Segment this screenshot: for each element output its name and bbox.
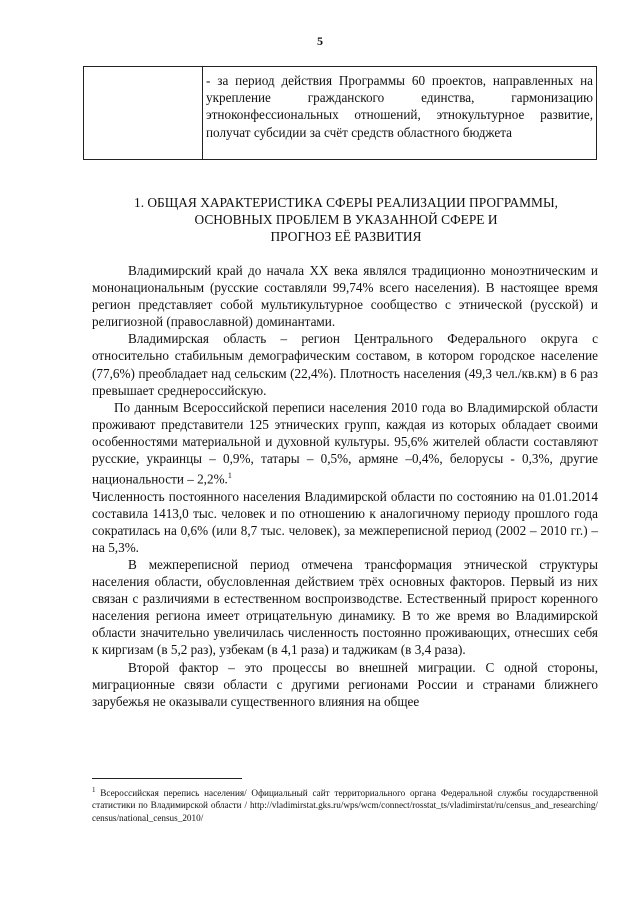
- paragraph-4: Численность постоянного населения Владимирской области по состоянию на 01.01.2014 составила 1413,0 тыс. человек и по отношению к аналогичному периоду прошлого года сократилась на 0,6% (или 8,7 тыс. человек), за межпереписной период (2002 – 2010 гг.) – на 5,3%.: [92, 488, 598, 555]
- table-right-cell: - за период действия Программы 60 проектов, направленных на укрепление гражданского единства, гармонизацию этноконфессиональных отношений, этнокультурное развитие, получат субсидии за счёт средств областного бюджета: [206, 73, 593, 140]
- section-title-line-3: ПРОГНОЗ ЕЁ РАЗВИТИЯ: [270, 229, 422, 244]
- paragraph-3-text: По данным Всероссийской переписи населения 2010 года во Владимирской области проживают представители 125 этнических групп, каждая из которых обладает своими особенностями материальной и духовной культуры. 95,6% жителей области составляют русские, украинцы – 0,9%, татары – 0,5%, армяне –0,4%, белорусы - 0,3%, другие национальности – 2,2%.: [92, 399, 598, 487]
- table-left-cell: [84, 67, 203, 159]
- footnote-divider: [92, 778, 242, 779]
- paragraph-2: Владимирская область – регион Центрального Федерального округа с относительно стабильным демографическим составом, в котором городское население (77,6%) преобладает над сельским (22,4%). Плотность населения (49,3 чел./кв.км) в 6 раз превышает среднероссийскую.: [92, 331, 598, 398]
- footnote-reference: 1: [227, 471, 232, 481]
- paragraph-5: В межпереписной период отмечена трансформация этнической структуры населения области, обусловленная действием трёх основных факторов. Первый из них связан с различиями в естественном воспроизводстве. Естественный прирост коренного населения региона имеет отрицательную динамику. В то же время во Владимирской области значительно увеличилась численность постоянно проживающих, отнесших себя к киргизам (в 5,2 раз), узбекам (в 4,1 раза) и таджикам (в 3,4 раза).: [92, 556, 598, 658]
- footnote-text: Всероссийская перепись населения/ Официальный сайт территориального органа Федеральной службы государственной статистики по Владимирской области /: [92, 788, 598, 811]
- footnote-marker: 1: [92, 786, 96, 794]
- paragraph-3: [92, 399, 598, 488]
- section-title: [96, 194, 596, 245]
- program-table: [83, 66, 597, 160]
- section-title-line-1: 1. ОБЩАЯ ХАРАКТЕРИСТИКА СФЕРЫ РЕАЛИЗАЦИИ ПРОГРАММЫ,: [134, 195, 558, 210]
- footnote-url: http://vladimirstat.gks.ru/wps/wcm/connect/rosstat_ts/vladimirstat/ru/census_and_researching/census/national_census_2010/: [92, 800, 598, 823]
- section-title-line-2: ОСНОВНЫХ ПРОБЛЕМ В УКАЗАННОЙ СФЕРЕ И: [194, 212, 498, 227]
- footnote: [92, 784, 598, 824]
- page-number: 5: [317, 34, 323, 48]
- body-text: [92, 262, 598, 710]
- paragraph-6: Второй фактор – это процессы во внешней миграции. С одной стороны, миграционные связи области с другими регионами России и странами ближнего зарубежья не оказывали существенного влияния на общее: [92, 659, 598, 709]
- paragraph-1: Владимирский край до начала XX века являлся традиционно моноэтническим и мононациональным (русские составляли 99,74% всего населения). В настоящее время регион представляет собой мультикультурное сообщество с этнической (русской) и религиозной (православной) доминантами.: [92, 263, 598, 330]
